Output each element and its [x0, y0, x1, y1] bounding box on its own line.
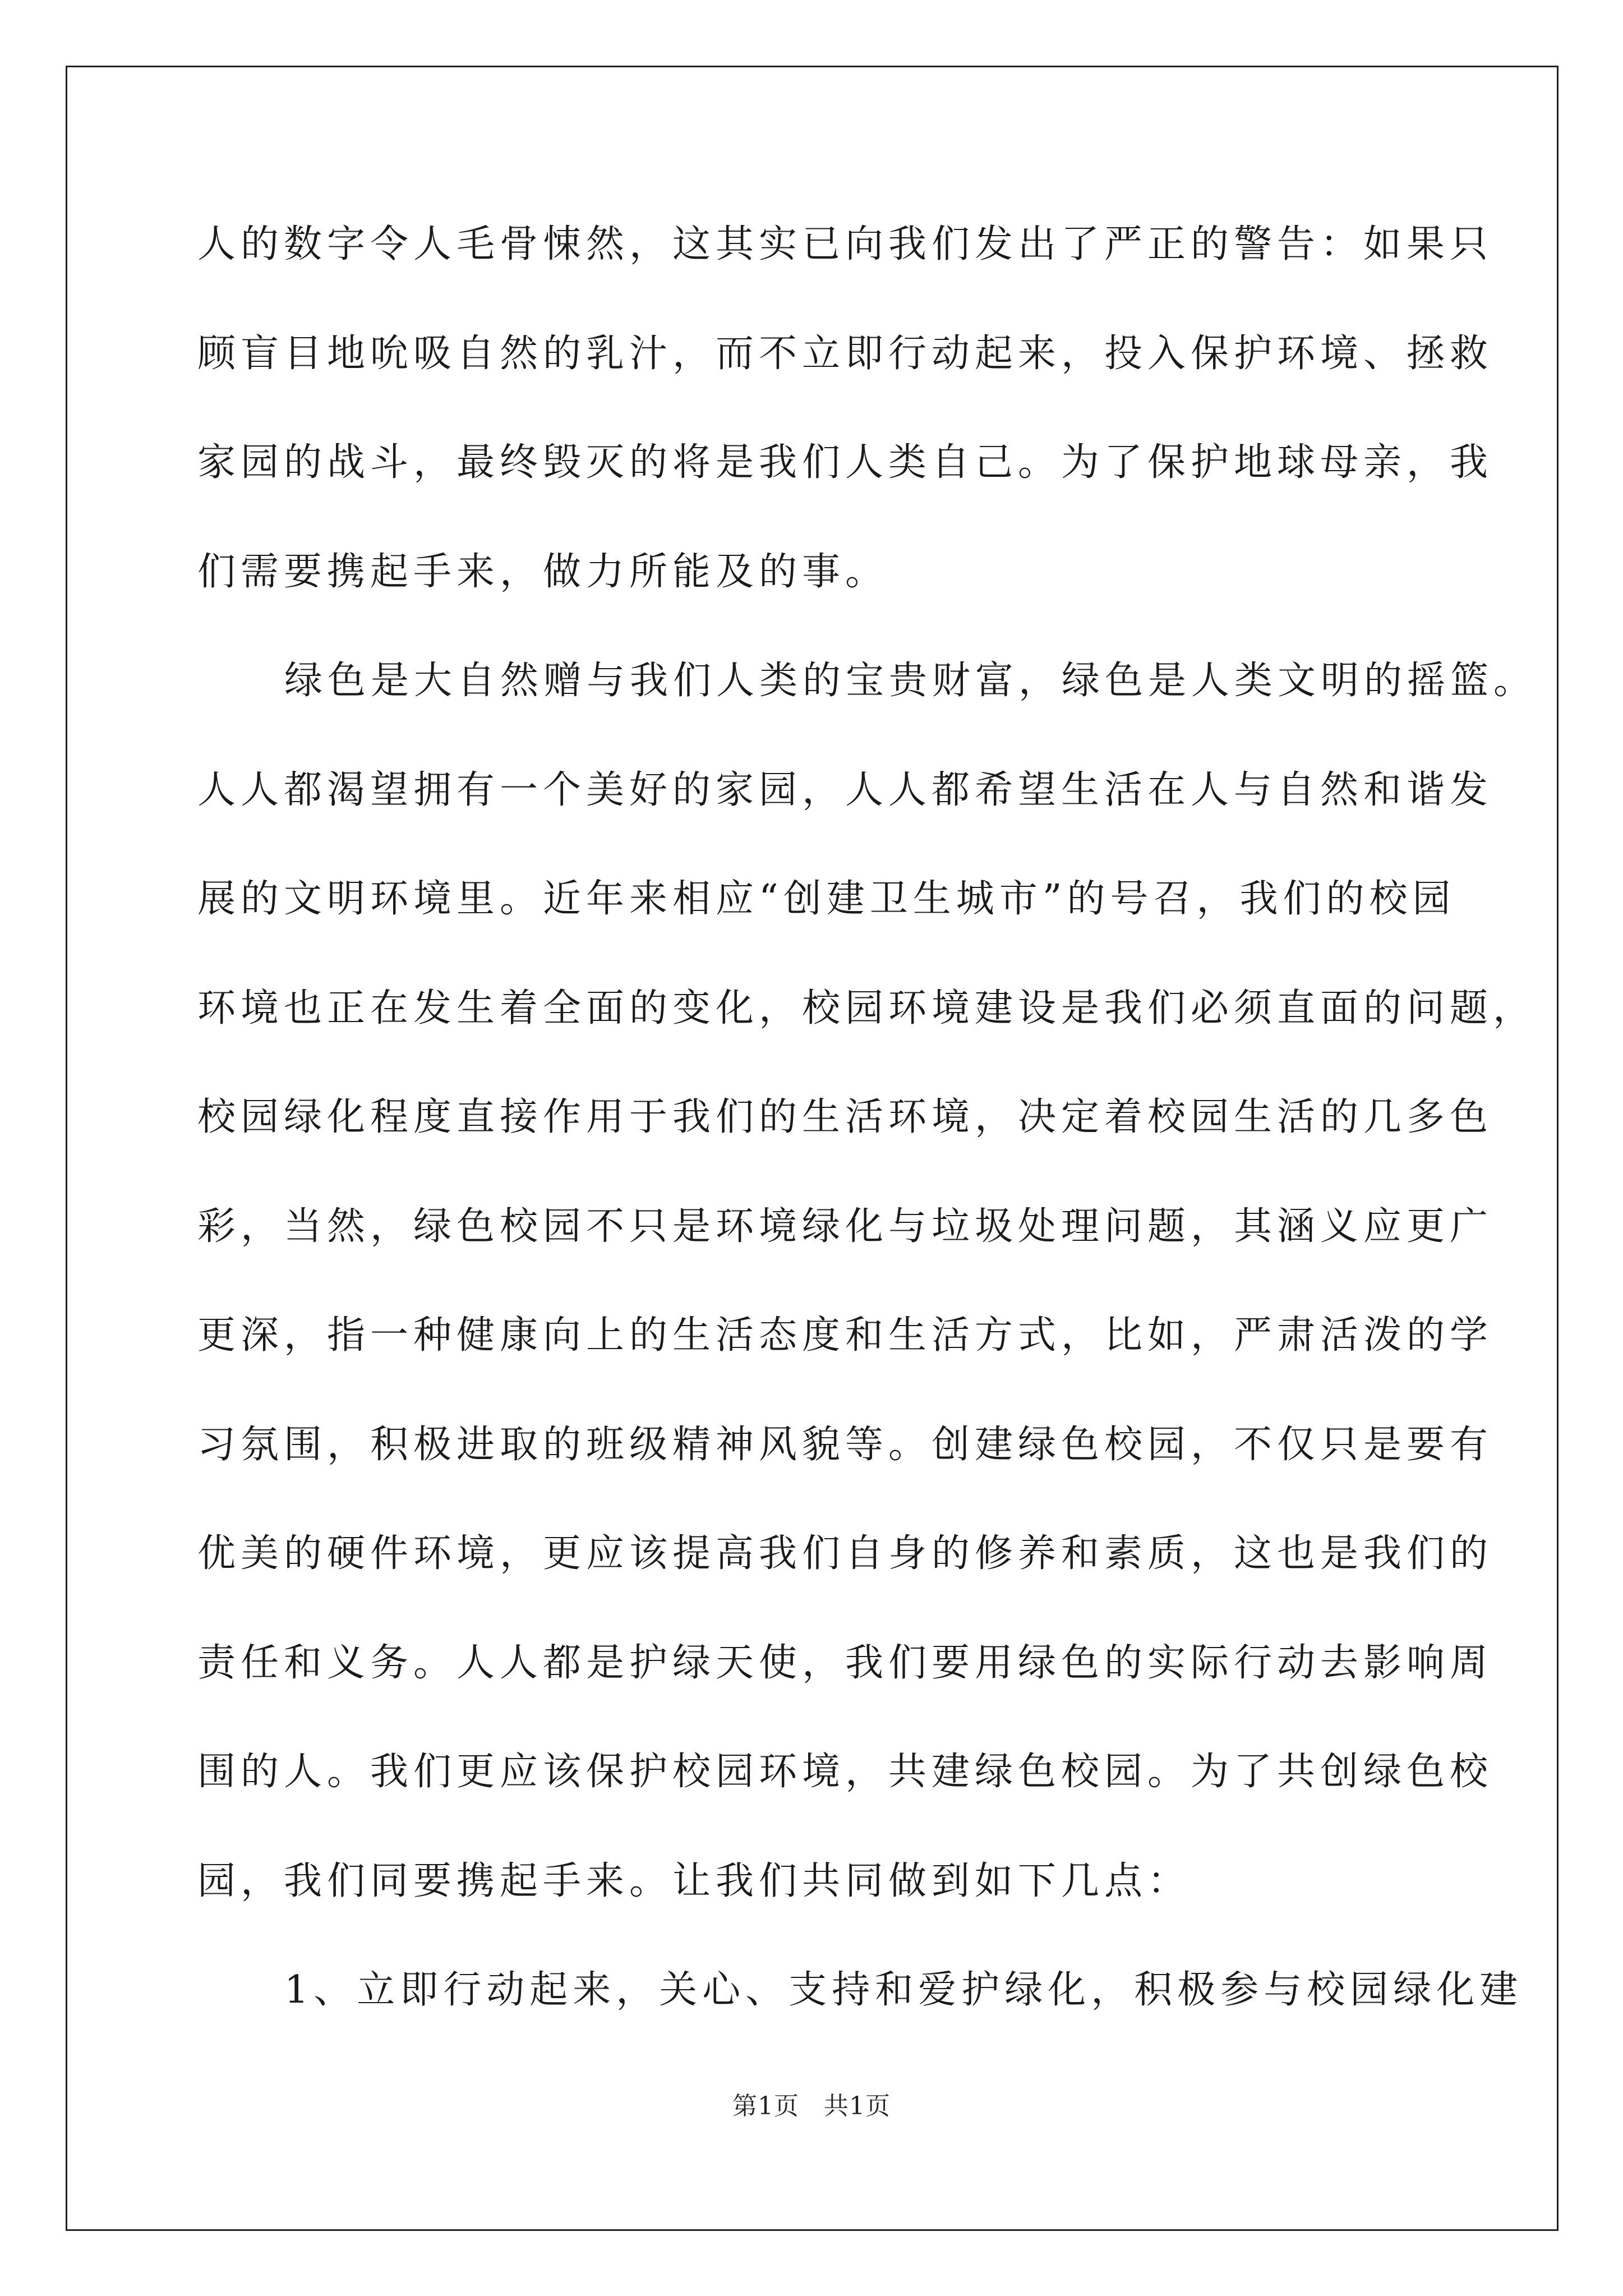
- paragraph-2-line-12: 园，我们同要携起手来。让我们共同做到如下几点：: [197, 1858, 1191, 1903]
- paragraph-1-line-1: 人的数字令人毛骨悚然，这其实已向我们发出了严正的警告：如果只: [197, 222, 1493, 266]
- page-footer: [0, 2086, 1623, 2122]
- paragraph-2-line-9: 优美的硬件环境，更应该提高我们自身的修养和素质，这也是我们的: [197, 1531, 1493, 1576]
- paragraph-2-line-7: 更深，指一种健康向上的生活态度和生活方式，比如，严肃活泼的学: [197, 1313, 1493, 1358]
- page-number-current: 第1页: [732, 2092, 799, 2120]
- paragraph-2-line-2: 人人都渴望拥有一个美好的家园，人人都希望生活在人与自然和谐发: [197, 767, 1493, 812]
- paragraph-2-line-10: 责任和义务。人人都是护绿天使，我们要用绿色的实际行动去影响周: [197, 1640, 1493, 1685]
- paragraph-1-line-3: 家园的战斗，最终毁灭的将是我们人类自己。为了保护地球母亲，我: [197, 440, 1493, 485]
- paragraph-2-line-8: 习氛围，积极进取的班级精神风貌等。创建绿色校园，不仅只是要有: [197, 1422, 1493, 1467]
- paragraph-2-line-1: 绿色是大自然赠与我们人类的宝贵财富，绿色是人类文明的摇篮。: [284, 659, 1537, 703]
- paragraph-1-line-2: 顾盲目地吮吸自然的乳汁，而不立即行动起来，投入保护环境、拯救: [197, 331, 1493, 376]
- paragraph-2-line-5: 校园绿化程度直接作用于我们的生活环境，决定着校园生活的几多色: [197, 1095, 1493, 1139]
- paragraph-1-line-4: 们需要携起手来，做力所能及的事。: [197, 549, 889, 594]
- paragraph-3-line-1: 1、立即行动起来，关心、支持和爱护绿化，积极参与校园绿化建: [284, 1968, 1523, 2012]
- paragraph-2-line-11: 围的人。我们更应该保护校园环境，共建绿色校园。为了共创绿色校: [197, 1750, 1493, 1794]
- body-text: [197, 190, 1537, 2045]
- page-number-total: 共1页: [824, 2092, 891, 2120]
- paragraph-2-line-3: 展的文明环境里。近年来相应“创建卫生城市”的号召，我们的校园: [197, 877, 1456, 921]
- paragraph-2-line-6: 彩，当然，绿色校园不只是环境绿化与垃圾处理问题，其涵义应更广: [197, 1204, 1493, 1249]
- paragraph-2-line-4: 环境也正在发生着全面的变化，校园环境建设是我们必须直面的问题，: [197, 986, 1537, 1030]
